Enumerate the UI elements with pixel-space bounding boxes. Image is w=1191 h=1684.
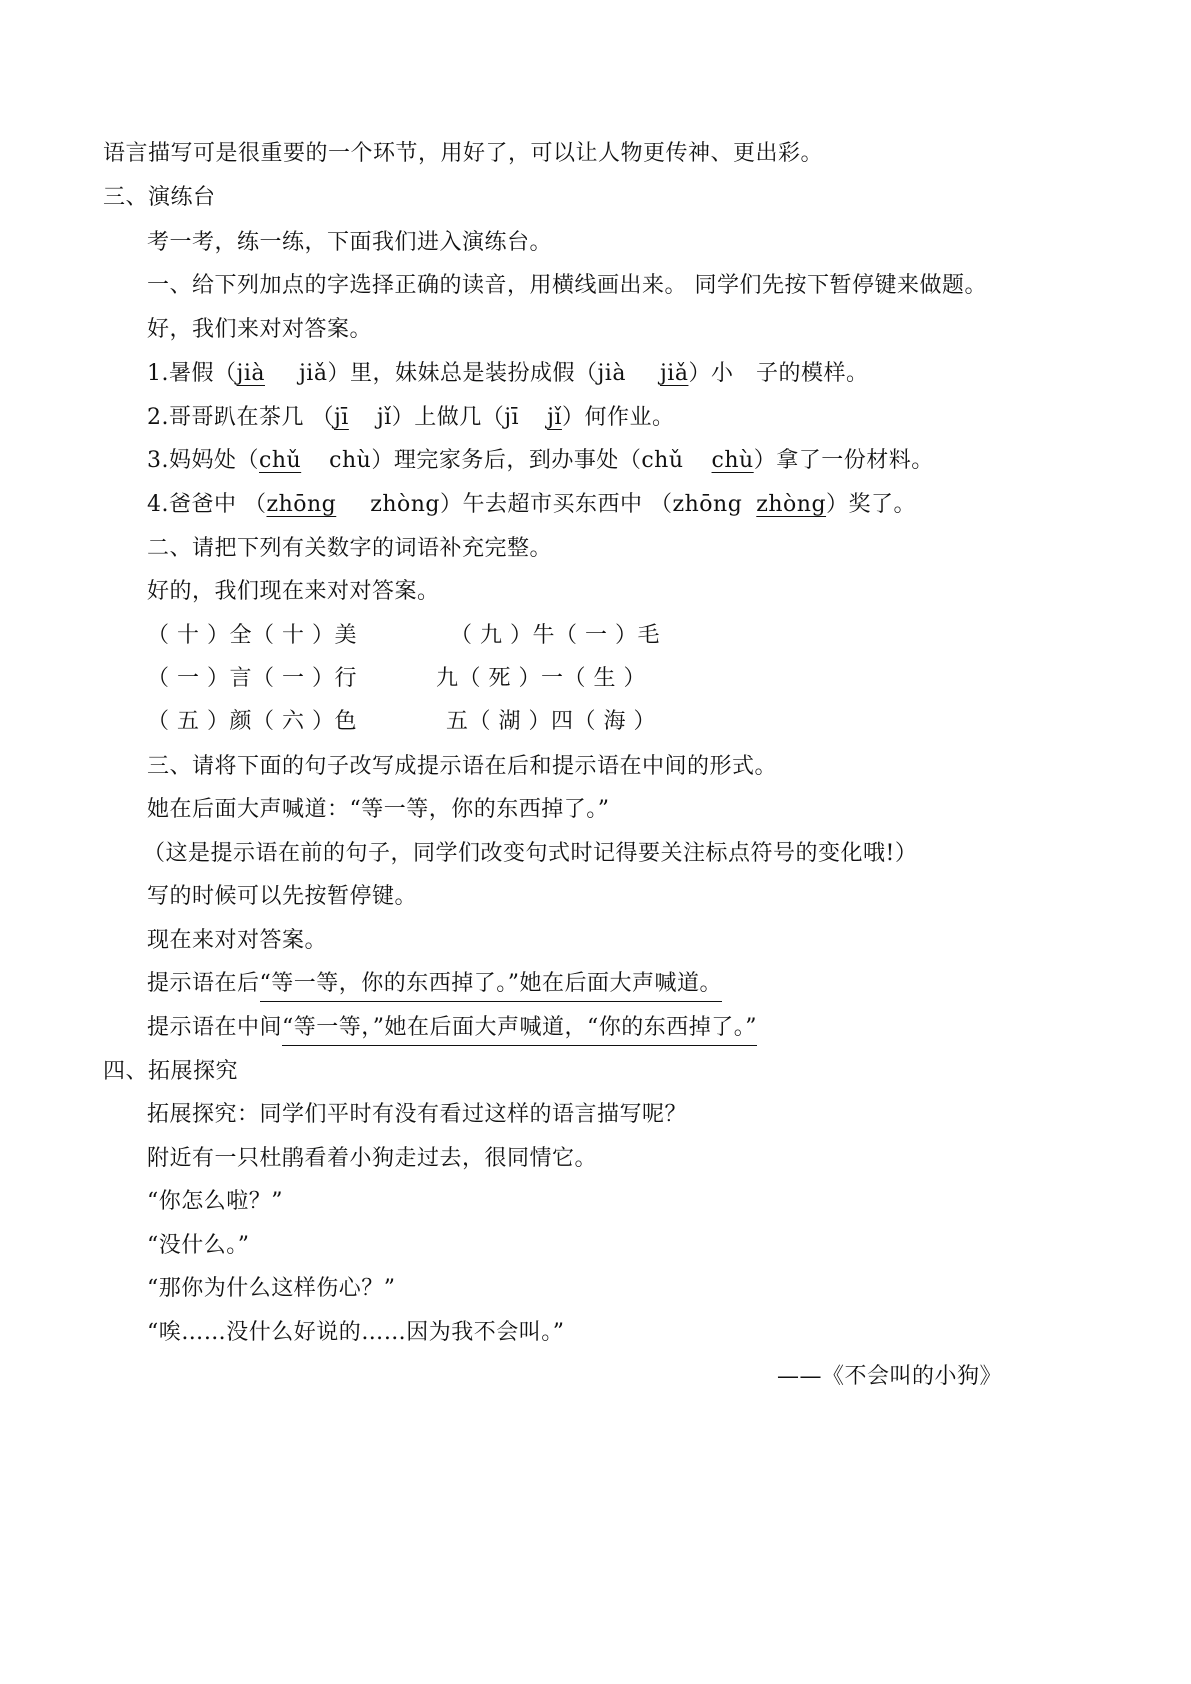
rewrite-label: 提示语在后 — [147, 971, 260, 996]
question-text: ）理完家务后，到办事处（ — [371, 448, 642, 473]
pinyin-option-selected: zhòng — [756, 492, 827, 517]
exercise-1-heading: 一、给下列加点的字选择正确的读音，用横线画出来。 同学们先按下暂停键来做题。 — [147, 273, 987, 298]
exercise-3-heading: 三、请将下面的句子改写成提示语在后和提示语在中间的形式。 — [147, 754, 778, 779]
pinyin-option: jǐ — [376, 405, 392, 430]
paragraph: 拓展探究：同学们平时有没有看过这样的语言描写呢？ — [147, 1102, 688, 1127]
pinyin-option: chù — [329, 448, 372, 473]
question-text: 1.暑假（ — [147, 361, 237, 386]
pinyin-question-2 — [147, 403, 674, 433]
paragraph: 写的时候可以先按暂停键。 — [147, 884, 418, 909]
source-citation: ——《不会叫的小狗》 — [776, 1364, 1002, 1389]
idiom-answer: （ 一 ）言（ 一 ）行 — [147, 666, 357, 691]
section-heading-extension: 四、拓展探究 — [103, 1059, 239, 1084]
question-text: ）午去超市买东西中 （ — [440, 492, 673, 517]
idiom-answer: （ 五 ）颜（ 六 ）色 — [147, 709, 357, 734]
pinyin-option: jiǎ — [298, 361, 328, 386]
question-text: ）拿了一份材料。 — [753, 448, 934, 473]
dialogue-line: “那你为什么这样伤心？” — [147, 1276, 396, 1301]
paragraph: 好的，我们现在来对对答案。 — [147, 579, 440, 604]
section-heading-practice: 三、演练台 — [103, 185, 216, 210]
rewrite-answer: “等一等，”她在后面大声喊道，“你的东西掉了。” — [282, 1013, 757, 1046]
question-text: ）奖了。 — [826, 492, 917, 517]
rewrite-answer: “等一等，你的东西掉了。”她在后面大声喊道。 — [260, 969, 723, 1002]
question-text: ）里，妹妹总是装扮成假（ — [327, 361, 598, 386]
pinyin-option-selected: zhōng — [266, 492, 337, 517]
question-text: 3.妈妈处（ — [147, 448, 259, 473]
pinyin-option-selected: jiǎ — [659, 361, 689, 386]
pinyin-option: chǔ — [641, 448, 684, 473]
intro-line: 语言描写可是很重要的一个环节，用好了，可以让人物更传神、更出彩。 — [103, 141, 824, 166]
hint-note: （这是提示语在前的句子，同学们改变句式时记得要关注标点符号的变化哦!） — [143, 841, 918, 866]
example-sentence: 她在后面大声喊道：“等一等，你的东西掉了。” — [147, 797, 610, 822]
dialogue-line: “唉……没什么好说的……因为我不会叫。” — [147, 1320, 565, 1345]
dialogue-line: “你怎么啦？” — [147, 1189, 283, 1214]
paragraph: 现在来对对答案。 — [147, 928, 328, 953]
pinyin-option-selected: jǐ — [547, 405, 562, 430]
rewrite-middle — [147, 1013, 757, 1046]
question-text: ）上做几（ — [391, 405, 505, 430]
pinyin-option: jià — [597, 361, 626, 386]
pinyin-question-4 — [147, 490, 916, 520]
idiom-answer: （ 十 ）全（ 十 ）美 — [147, 623, 357, 648]
paragraph: 附近有一只杜鹃看着小狗走过去，很同情它。 — [147, 1146, 598, 1171]
paragraph: 考一考，练一练，下面我们进入演练台。 — [147, 230, 553, 255]
pinyin-option-selected: jī — [333, 405, 349, 430]
pinyin-option: zhōng — [672, 492, 743, 517]
question-text: 4.爸爸中 （ — [147, 492, 267, 517]
pinyin-option-selected: chǔ — [259, 448, 302, 473]
exercise-2-heading: 二、请把下列有关数字的词语补充完整。 — [147, 536, 553, 561]
question-text: ）何作业。 — [561, 405, 675, 430]
rewrite-label: 提示语在中间 — [147, 1015, 283, 1040]
idiom-answer: （ 九 ）牛（ 一 ）毛 — [450, 623, 660, 648]
pinyin-option-selected: jià — [236, 361, 265, 386]
rewrite-after — [147, 969, 722, 1002]
pinyin-option: jī — [504, 405, 520, 430]
idiom-answer: 九（ 死 ）一（ 生 ） — [436, 666, 646, 691]
question-text: 2.哥哥趴在茶几 （ — [147, 405, 334, 430]
pinyin-question-3 — [147, 446, 934, 476]
paragraph: 好，我们来对对答案。 — [147, 317, 373, 342]
idiom-answer: 五（ 湖 ）四（ 海 ） — [446, 709, 656, 734]
question-text: ）小 子的模样。 — [688, 361, 869, 386]
pinyin-option-selected: chù — [711, 448, 754, 473]
dialogue-line: “没什么。” — [147, 1233, 250, 1258]
pinyin-question-1 — [147, 359, 868, 389]
pinyin-option: zhòng — [370, 492, 441, 517]
